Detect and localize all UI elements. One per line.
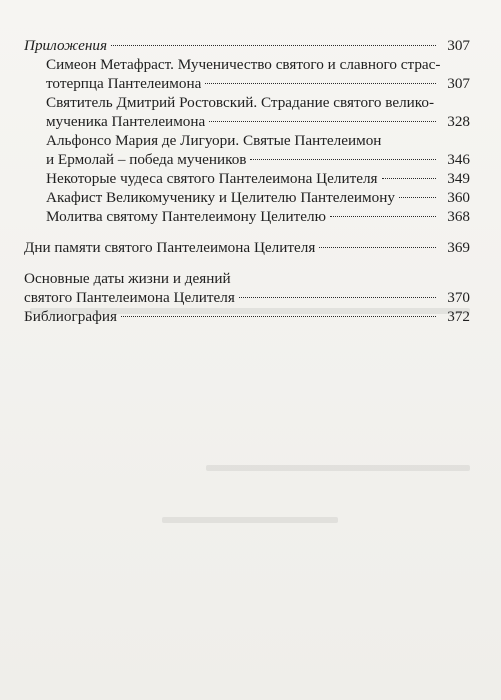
toc-entry-title-line1: Симеон Метафраст. Мученичество святого и славного страс- <box>46 56 441 73</box>
dot-leader <box>205 83 436 84</box>
toc-entry-bibliography <box>24 307 470 326</box>
dot-leader <box>250 159 436 160</box>
toc-page-number: 307 <box>447 75 470 92</box>
toc-page-number: 368 <box>447 208 470 225</box>
toc-entry-title-line1: Основные даты жизни и деяний <box>24 270 231 287</box>
toc-entry-title: Некоторые чудеса святого Пантелеимона Целителя <box>46 170 378 187</box>
toc-entry-liguori <box>24 131 470 169</box>
toc-entry-title: Дни памяти святого Пантелеимона Целителя <box>24 239 316 256</box>
toc-entry-title-line1: Святитель Дмитрий Ростовский. Страдание святого велико- <box>46 94 435 111</box>
toc-page-number: 328 <box>447 113 470 130</box>
toc-entry-prayer <box>24 207 470 226</box>
toc-entry-main-dates <box>24 269 470 307</box>
toc-entry-title: Приложения <box>24 37 108 54</box>
toc-entry-title: Акафист Великомученику и Целителю Пантелеимону <box>46 189 395 206</box>
toc-page-number: 349 <box>447 170 470 187</box>
toc-entry-appendix <box>24 36 470 55</box>
toc-entry-metaphrast <box>24 55 470 93</box>
toc-page-number: 369 <box>447 239 470 256</box>
toc-entry-title-line2: мученика Пантелеимона <box>46 113 206 130</box>
table-of-contents <box>24 36 470 326</box>
toc-entry-akathist <box>24 188 470 207</box>
toc-entry-title: Библиография <box>24 308 118 325</box>
toc-page-number: 372 <box>447 308 470 325</box>
dot-leader <box>239 297 436 298</box>
toc-entry-title-line2: тотерпца Пантелеимона <box>46 75 202 92</box>
toc-entry-memory-days <box>24 238 470 257</box>
dot-leader <box>382 178 436 179</box>
show-through-background <box>30 300 470 680</box>
toc-page-number: 307 <box>447 37 470 54</box>
toc-entry-miracles <box>24 169 470 188</box>
toc-entry-title-line2: и Ермолай – победа мучеников <box>46 151 247 168</box>
toc-page-number: 346 <box>447 151 470 168</box>
toc-page-number: 360 <box>447 189 470 206</box>
toc-entry-title-line1: Альфонсо Мария де Лигуори. Святые Пантелеимон <box>46 132 382 149</box>
dot-leader <box>330 216 436 217</box>
dot-leader <box>319 247 436 248</box>
toc-entry-rostovsky <box>24 93 470 131</box>
dot-leader <box>209 121 436 122</box>
toc-entry-title-line2: святого Пантелеимона Целителя <box>24 289 235 306</box>
dot-leader <box>399 197 436 198</box>
toc-entry-title: Молитва святому Пантелеимону Целителю <box>46 208 326 225</box>
toc-page-number: 370 <box>447 289 470 306</box>
dot-leader <box>111 45 436 46</box>
dot-leader <box>121 316 436 317</box>
